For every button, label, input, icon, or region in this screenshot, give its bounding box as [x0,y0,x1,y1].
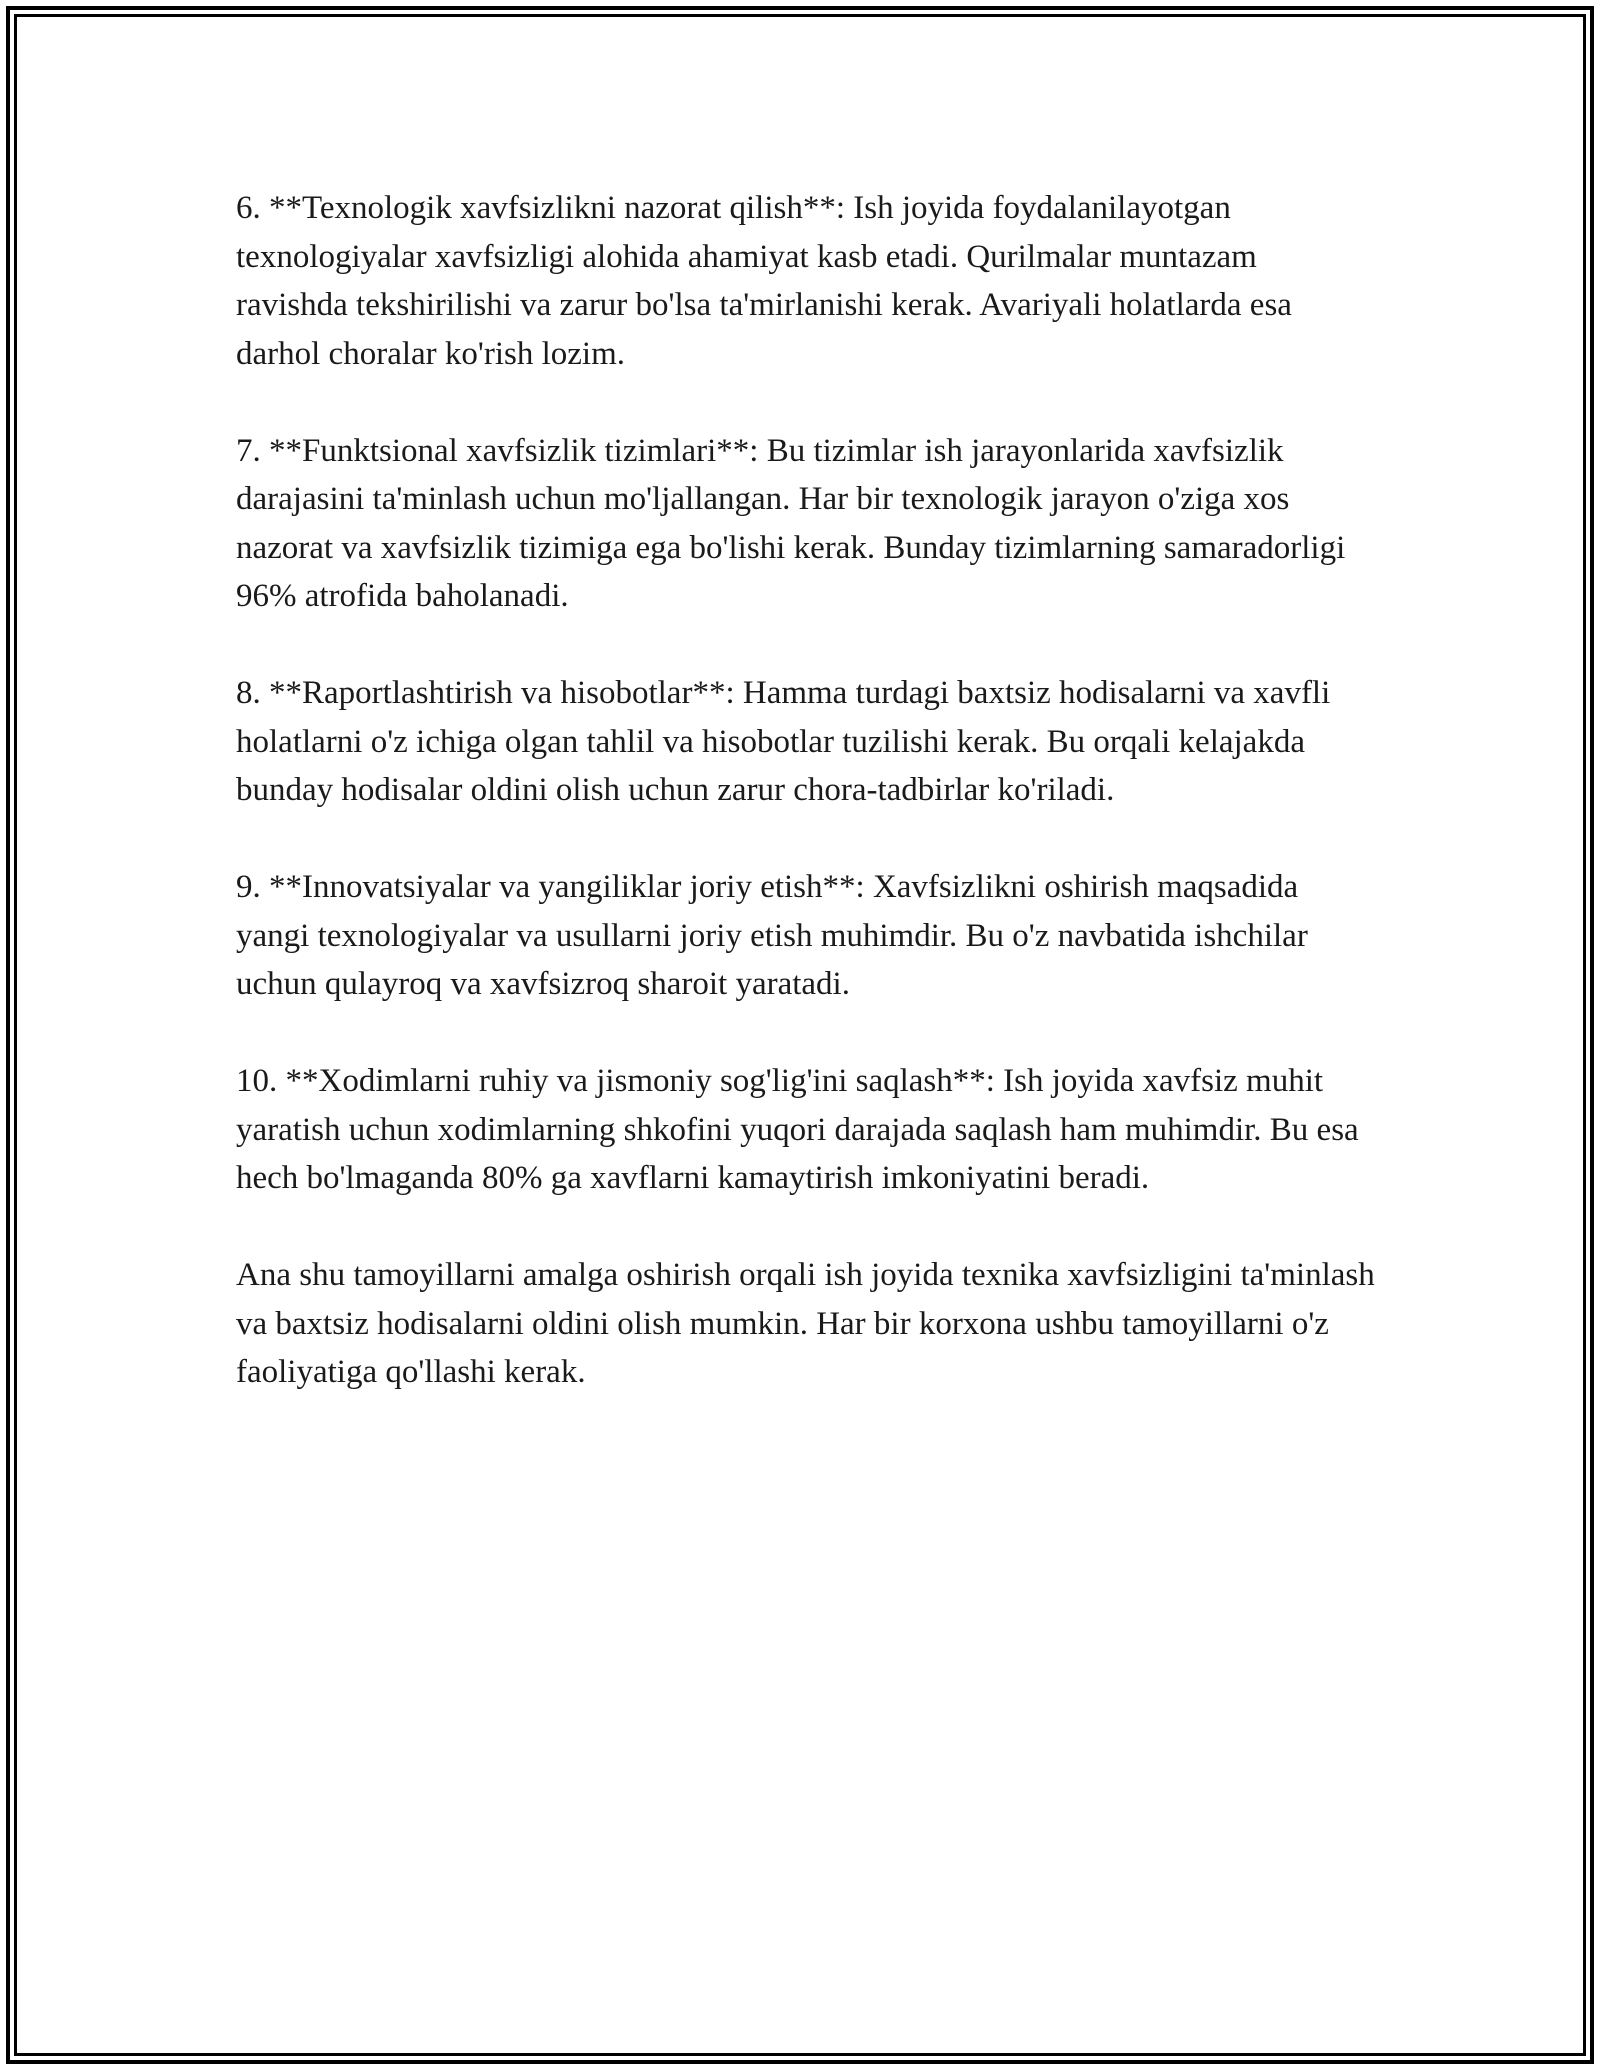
paragraph-item-8: 8. **Raportlashtirish va hisobotlar**: Hamma turdagi baxtsiz hodisalarni va xavfli holatlarni o'z ichiga olgan tahlil va hisobotlar tuzilishi kerak. Bu orqali kelajakda bunday hodisalar oldini olish uchun zarur chora-tadbirlar ko'riladi. [236,675,1331,808]
paragraph-item-6: 6. **Texnologik xavfsizlikni nazorat qilish**: Ish joyida foydalanilayotgan texnologiyalar xavfsizligi alohida ahamiyat kasb etadi. Qurilmalar muntazam ravishda tekshirilishi va zarur bo'lsa ta'mirlanishi kerak. Avariyali holatlarda esa darhol choralar ko'rish lozim. [236,190,1292,372]
document-body [236,184,1376,1445]
paragraph-item-7: 7. **Funktsional xavfsizlik tizimlari**: Bu tizimlar ish jarayonlarida xavfsizlik darajasini ta'minlash uchun mo'ljallangan. Har bir texnologik jarayon o'ziga xos nazorat va xavfsizlik tizimiga ega bo'lishi kerak. Bunday tizimlarning samaradorligi 96% atrofida baholanadi. [236,432,1346,614]
conclusion-paragraph: Ana shu tamoyillarni amalga oshirish orqali ish joyida texnika xavfsizligini ta'minlash va baxtsiz hodisalarni oldini olish mumkin. Har bir korxona ushbu tamoyillarni o'z faoliyatiga qo'llashi kerak. [236,1257,1375,1390]
paragraph-item-10: 10. **Xodimlarni ruhiy va jismoniy sog'lig'ini saqlash**: Ish joyida xavfsiz muhit yaratish uchun xodimlarning shkofini yuqori darajada saqlash ham muhimdir. Bu esa hech bo'lmaganda 80% ga xavflarni kamaytirish imkoniyatini beradi. [236,1063,1359,1196]
paragraph-item-9: 9. **Innovatsiyalar va yangiliklar joriy etish**: Xavfsizlikni oshirish maqsadida yangi texnologiyalar va usullarni joriy etish muhimdir. Bu o'z navbatida ishchilar uchun qulayroq va xavfsizroq sharoit yaratadi. [236,869,1308,1002]
